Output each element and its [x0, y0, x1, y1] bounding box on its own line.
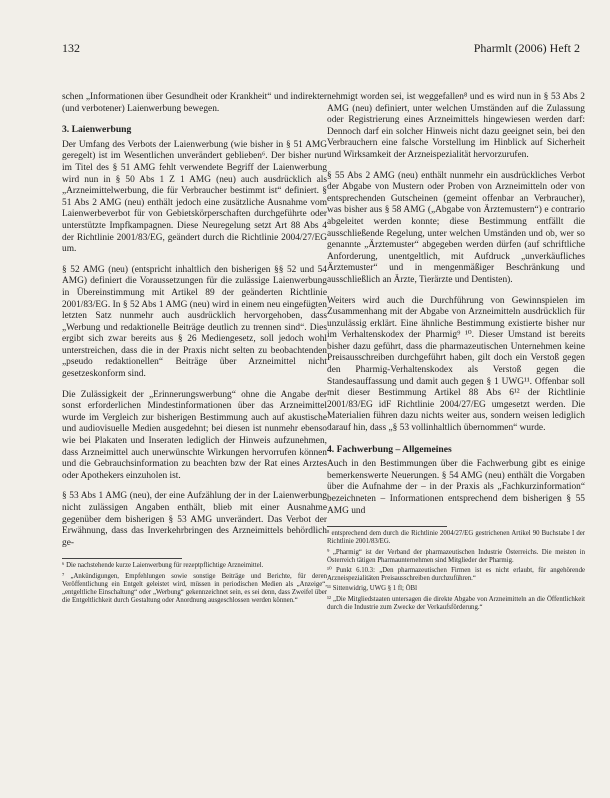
- footnote: ⁶ Die nachstehende kurze Laienwerbung für rezeptpflichtige Arzneimittel.: [62, 562, 264, 570]
- body-paragraph: Der Umfang des Verbots der Laienwerbung (wie bisher in § 51 AMG geregelt) ist im Wesentlichen unverändert geblieben⁶. Der bisher nur im Titel des § 51 AMG fehlt verwendete Begriff der Laienwerbung wird nun in § 50 Abs 1 Z 1 AMG (neu) auch ausdrücklich als „Arzneimittelwerbung, die für Verbraucher bestimmt ist“ definiert. § 51 Abs 2 AMG (neu) enthält jedoch eine zusätzliche Ausnahme vom Laienwerbeverbot für von Gebietskörperschaften durchgeführte oder unterstützte Impfkampagnen. Diese Neuregelung setzt Art 88 Abs 4 der Richtlinie 2001/83/EG, geändert durch die Richtlinie 2004/27/EG um.: [62, 139, 327, 255]
- footnote: ⁹ „Pharmig“ ist der Verband der pharmazeutischen Industrie Österreichs. Die meisten in Österreich tätigen Pharmaunternehmen sind Mitglieder der Pharmig.: [327, 548, 585, 564]
- footnote-divider: [62, 558, 182, 559]
- left-column: [62, 92, 327, 607]
- section-heading-fachwerbung: 4. Fachwerbung – Allgemeines: [327, 443, 452, 455]
- body-paragraph: Die Zulässigkeit der „Erinnerungswerbung“ ohne die Angabe der sonst erforderlichen Mindestinformationen über das Arzneimittel wurde im Vergleich zur bisherigen Bestimmung auch auf akustische und audiovisuelle Medien ausgedehnt; bei diesen ist nunmehr ebenso wie bei Plakaten und Inseraten lediglich der Hinweis aufzunehmen, dass Arzneimittel auch unerwünschte Wirkungen hervorrufen können und die Gebrauchsinformation zu beachten bzw der Rat eines Arztes oder Apothekers einzuholen ist.: [62, 389, 327, 481]
- page-number: 132: [62, 41, 80, 55]
- body-paragraph: § 55 Abs 2 AMG (neu) enthält nunmehr ein ausdrückliches Verbot der Abgabe von Mustern oder Proben von Arzneimitteln oder von entsprechenden Gutscheinen (gemeint offenbar an Verbraucher), was bisher aus § 58 AMG („Abgabe von Ärztemustern“) e contrario abgeleitet werden konnte; diese Bestimmung entfällt die ausschließende Regelung, unter welchen Umständen und ob, wer so genannte „Ärztemuster“ abgegeben werden dürfen (auf schriftliche Anforderung, unentgeltlich, mit Aufdruck „unverkäufliches Ärztemuster“ und in mengenmäßiger Beschränkung und ausschließlich an Ärzte, Tierärzte und Dentisten).: [327, 170, 585, 285]
- footnote-divider: [327, 526, 447, 527]
- body-paragraph: Weiters wird auch die Durchführung von Gewinnspielen im Zusammenhang mit der Abgabe von Arzneimitteln ausdrücklich für unzulässig erklärt. Eine ähnliche Bestimmung existierte bisher nur im Verhaltenskodex der Pharmig⁹ ¹⁰. Dieser Umstand ist bereits bisher dazu geführt, dass die pharmazeutischen Unternehmen keine Preisausschreiben durchgeführt haben, gilt doch ein Verstoß gegen den Pharmig-Verhaltenskodex als Verstoß gegen die Standesauffassung und damit auch gegen § 1 UWG¹¹. Offenbar soll mit dieser Bestimmung Artikel 88 Abs 6¹² der Richtlinie 2001/83/EG idF Richtlinie 2004/27/EG umgesetzt werden. Die Materialien führen dazu nichts weiter aus, sondern weisen lediglich darauf hin, dass „§ 53 vollinhaltlich übernommen“ wurde.: [327, 295, 585, 434]
- body-paragraph: § 53 Abs 1 AMG (neu), der eine Aufzählung der in der Laienwerbung nicht zulässigen Angaben enthält, blieb mit einer Ausnahme gegenüber dem bisherigen § 53 AMG unverändert. Das Verbot der Erwähnung, dass das Inverkehrbringen des Arzneimittels behördlich ge-: [62, 491, 327, 548]
- body-paragraph: nehmigt worden sei, ist weggefallen⁸ und es wird nun in § 53 Abs 2 AMG (neu) definiert, unter welchen Umständen auf die Zulassung oder Registrierung eines Arzneimittels hingewiesen werden darf: Dennoch darf ein solcher Hinweis nicht dazu geeignet sein, bei den Verbrauchern eine falsche Vorstellung im Hinblick auf Sicherheit und Wirksamkeit der Arzneispezialität hervorzurufen.: [327, 92, 585, 160]
- body-paragraph: § 52 AMG (neu) (entspricht inhaltlich den bisherigen §§ 52 und 54 AMG) definiert die Voraussetzungen für die zulässige Laienwerbung in Übereinstimmung mit Artikel 89 der geänderten Richtlinie 2001/83/EG. In § 52 Abs 1 AMG (neu) wird in einem neu eingefügten letzten Satz nunmehr auch ausdrücklich hervorgehoben, dass „Werbung und redaktionelle Beiträge deutlich zu trennen sind“. Dies ergibt sich zwar bereits aus § 26 Mediengesetz, soll jedoch wohl unterstreichen, dass die in der Praxis nicht selten zu beobachtenden „pseudo redaktionellen“ Beiträge über Arzneimittel nicht gesetzeskonform sind.: [62, 264, 327, 380]
- footnote: ¹⁰ Punkt 6.10.3: „Den pharmazeutischen Firmen ist es nicht erlaubt, für angehörende Arzneispezialitäten Preisausschreiben durchzuführen.“: [327, 567, 585, 583]
- footnote: ⁷ „Ankündigungen, Empfehlungen sowie sonstige Beiträge und Berichte, für deren Veröffentlichung ein Entgelt geleistet wird, müssen in periodischen Medien als „Anzeige“, „entgeltliche Einschaltung“ oder „Werbung“ gekennzeichnet sein, es sei denn, dass Zweifel über die Entgeltlichkeit durch Gestaltung oder Anordnung ausgeschlossen werden können.“: [62, 572, 327, 605]
- footnote: ¹² „Die Mitgliedstaaten untersagen die direkte Abgabe von Arzneimitteln an die Öffentlichkeit durch die Industrie zum Zwecke der Verkaufsförderung.“: [327, 595, 585, 611]
- right-column: [327, 92, 585, 614]
- body-paragraph: Auch in den Bestimmungen über die Fachwerbung gibt es einige bemerkenswerte Neuerungen. § 54 AMG (neu) enthält die Vorgaben über die Aufnahme der – in der Praxis als „Fachkurzinformation“ bezeichneten – Informationen entsprechend dem bisherigen § 55 AMG und: [327, 459, 585, 516]
- section-heading-laienwerbung: 3. Laienwerbung: [62, 124, 132, 136]
- journal-running-head: Pharmlt (2006) Heft 2: [473, 41, 580, 55]
- footnote: ⁸ entsprechend dem durch die Richtlinie 2004/27/EG gestrichenen Artikel 90 Buchstabe I der Richtlinie 2001/83/EG.: [327, 530, 585, 546]
- intro-paragraph: schen „Informationen über Gesundheit oder Krankheit“ und indirekter (und verbotener) Laienwerbung bewegen.: [62, 92, 327, 114]
- footnote: ¹¹ Sittenwidrig, UWG § 1 fl; ÖBl: [327, 585, 417, 593]
